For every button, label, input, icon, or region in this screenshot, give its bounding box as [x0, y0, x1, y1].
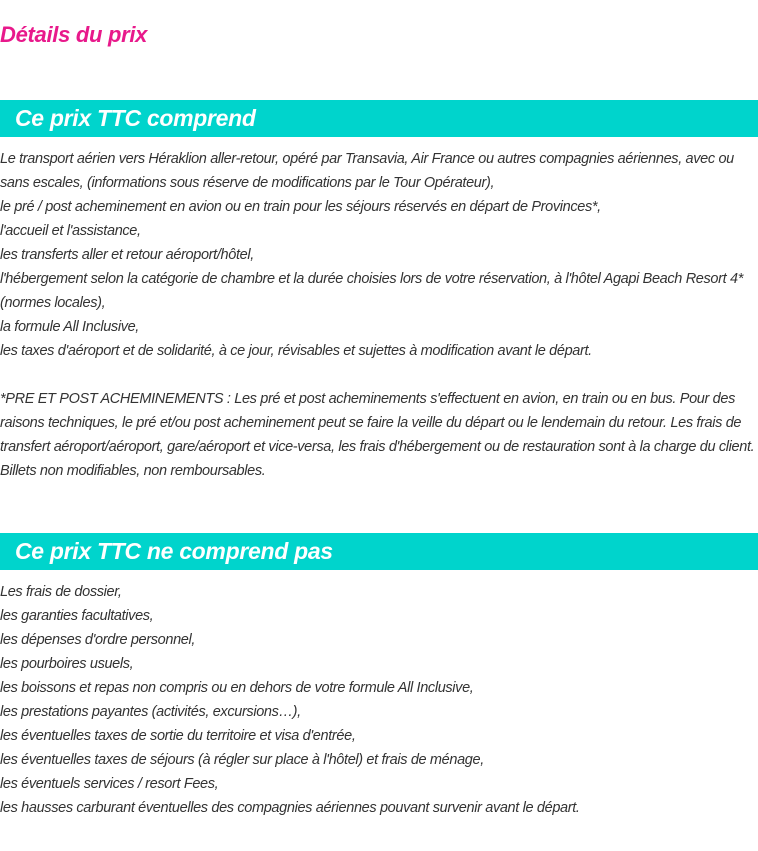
included-item-accommodation: l'hébergement selon la catégorie de chambre et la durée choisies lors de votre réservation, à l'hôtel Agapi Beach Resort 4* (normes locales),	[0, 271, 743, 311]
excluded-item-paid-activities: les prestations payantes (activités, excursions…),	[0, 704, 301, 720]
included-item-airport-taxes: les taxes d'aéroport et de solidarité, à ce jour, révisables et sujettes à modification avant le départ.	[0, 343, 592, 359]
included-item-transfers: les transferts aller et retour aéroport/hôtel,	[0, 247, 254, 263]
excluded-item-optional-insurance: les garanties facultatives,	[0, 608, 154, 624]
pre-post-transport-note: *PRE ET POST ACHEMINEMENTS : Les pré et post acheminements s'effectuent en avion, en train ou en bus. Pour des raisons techniques, le pré et/ou post acheminement peut se faire la veille du départ ou le lendemain du retour. Les frais de transfert aéroport/aéroport, gare/aéroport et vice-versa, les frais d'hébergement ou de restauration sont à la charge du client. Billets non modifiables, non remboursables.	[0, 391, 755, 479]
excluded-item-resort-fees: les éventuels services / resort Fees,	[0, 776, 219, 792]
included-item-air-transport: Le transport aérien vers Héraklion aller-retour, opéré par Transavia, Air France ou autres compagnies aériennes, avec ou sans escales, (informations sous réserve de modifications par le Tour Opérateur),	[0, 151, 734, 191]
excluded-list	[0, 580, 756, 820]
excluded-item-exit-taxes-visa: les éventuelles taxes de sortie du territoire et visa d'entrée,	[0, 728, 356, 744]
included-list	[0, 147, 756, 363]
excluded-item-fuel-surcharges: les hausses carburant éventuelles des compagnies aériennes pouvant survenir avant le départ.	[0, 800, 580, 816]
excluded-item-tourist-taxes: les éventuelles taxes de séjours (à régler sur place à l'hôtel) et frais de ménage,	[0, 752, 484, 768]
included-item-welcome-assistance: l'accueil et l'assistance,	[0, 223, 141, 239]
excluded-section-header: Ce prix TTC ne comprend pas	[0, 533, 758, 570]
included-section-header: Ce prix TTC comprend	[0, 100, 758, 137]
excluded-item-booking-fees: Les frais de dossier,	[0, 584, 122, 600]
excluded-item-drinks-meals: les boissons et repas non compris ou en dehors de votre formule All Inclusive,	[0, 680, 474, 696]
included-item-pre-post-transport: le pré / post acheminement en avion ou en train pour les séjours réservés en départ de Provinces*,	[0, 199, 601, 215]
page-title: Détails du prix	[0, 22, 148, 47]
excluded-item-personal-expenses: les dépenses d'ordre personnel,	[0, 632, 196, 648]
excluded-item-tips: les pourboires usuels,	[0, 656, 134, 672]
included-item-all-inclusive: la formule All Inclusive,	[0, 319, 139, 335]
